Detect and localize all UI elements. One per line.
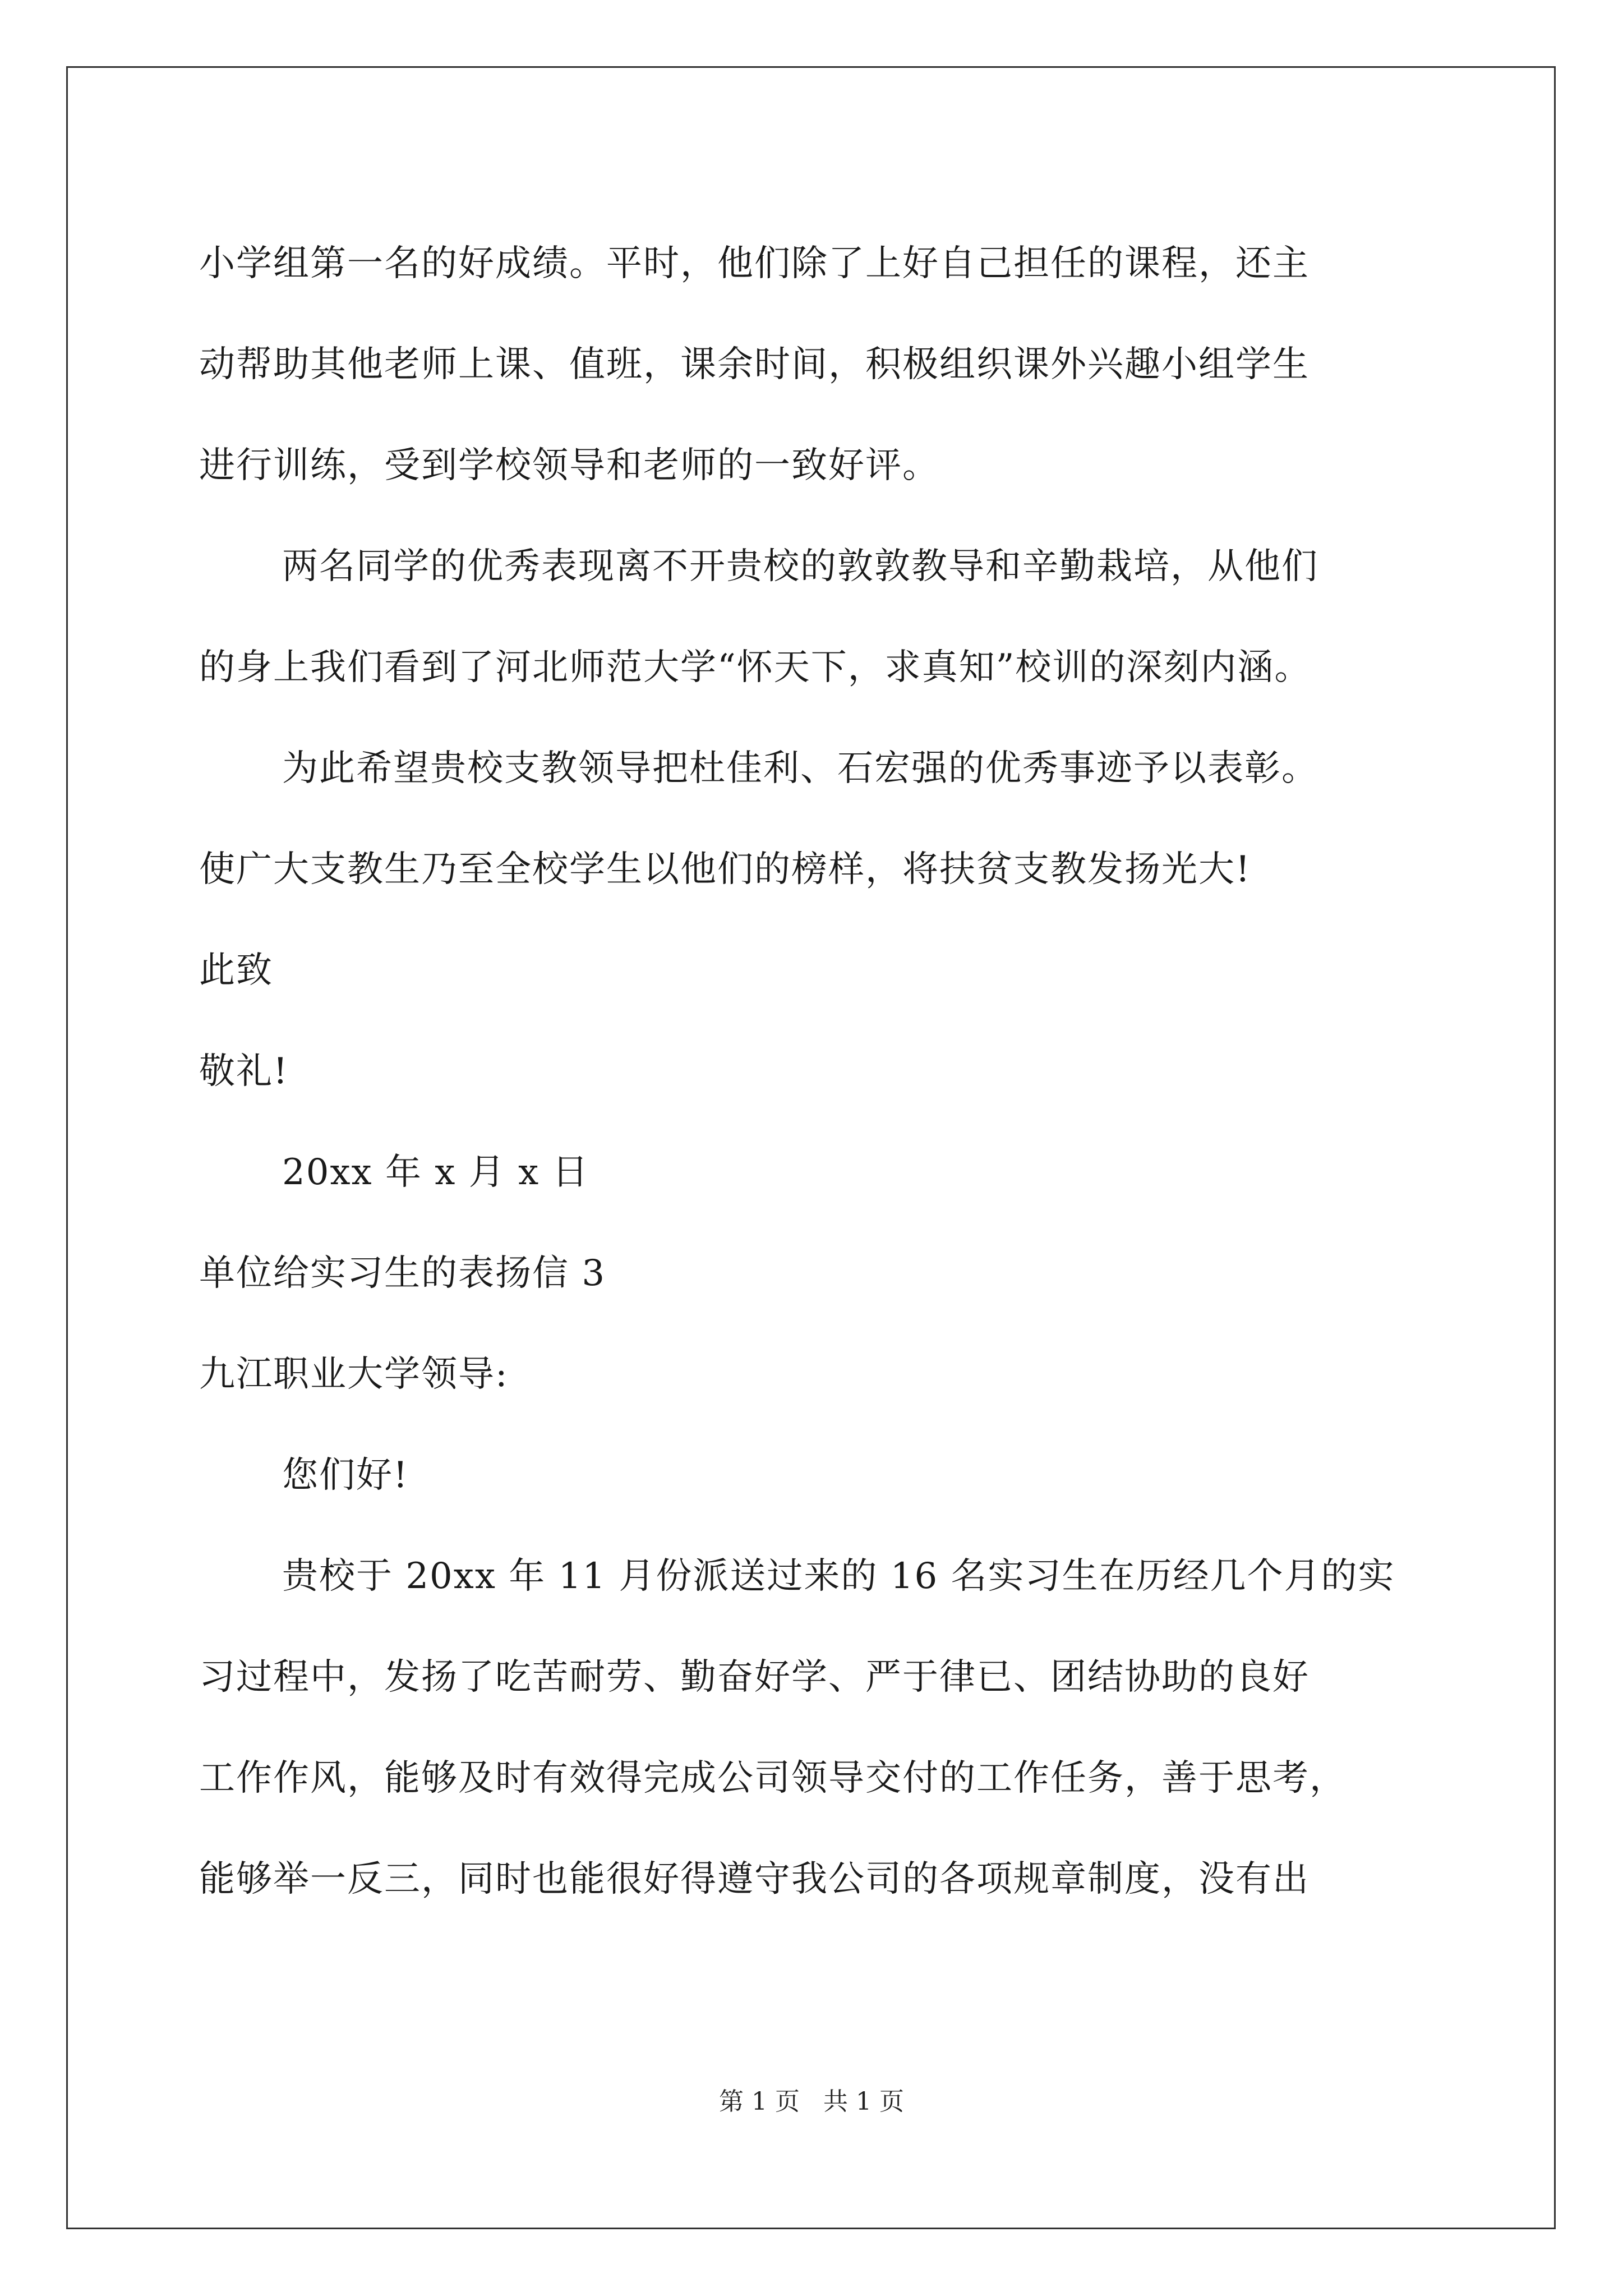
document-body [199, 213, 1433, 1930]
text-line: 的身上我们看到了河北师范大学“怀天下，求真知”校训的深刻内涵。 [199, 647, 1312, 688]
greeting-line: 您们好! [282, 1455, 409, 1496]
closing-salutation: 此致 [199, 950, 273, 991]
text-line: 能够举一反三，同时也能很好得遵守我公司的各项规章制度，没有出 [199, 1858, 1310, 1900]
text-line: 动帮助其他老师上课、值班，课余时间，积极组织课外兴趣小组学生 [199, 344, 1310, 385]
text-line: 进行训练，受到学校领导和老师的一致好评。 [199, 445, 939, 486]
closing-regards: 敬礼! [199, 1051, 289, 1092]
text-line: 两名同学的优秀表现离不开贵校的敦敦教导和辛勤栽培，从他们 [282, 546, 1318, 587]
section-title: 单位给实习生的表扬信 3 [199, 1253, 606, 1294]
text-line: 工作作风，能够及时有效得完成公司领导交付的工作任务，善于思考， [199, 1757, 1347, 1799]
text-line: 为此希望贵校支教领导把杜佳利、石宏强的优秀事迹予以表彰。 [282, 748, 1318, 789]
recipient-line: 九江职业大学领导: [199, 1354, 509, 1395]
text-line: 小学组第一名的好成绩。平时，他们除了上好自己担任的课程，还主 [199, 243, 1310, 284]
text-line: 使广大支教生乃至全校学生以他们的榜样，将扶贫支教发扬光大! [199, 849, 1251, 890]
text-line: 习过程中，发扬了吃苦耐劳、勤奋好学、严于律已、团结协助的良好 [199, 1657, 1310, 1698]
letter-date: 20xx 年 x 月 x 日 [282, 1152, 589, 1193]
text-line: 贵校于 20xx 年 11 月份派送过来的 16 名实习生在历经几个月的实 [282, 1556, 1395, 1597]
page-footer: 第 1 页 共 1 页 [719, 2087, 904, 2116]
